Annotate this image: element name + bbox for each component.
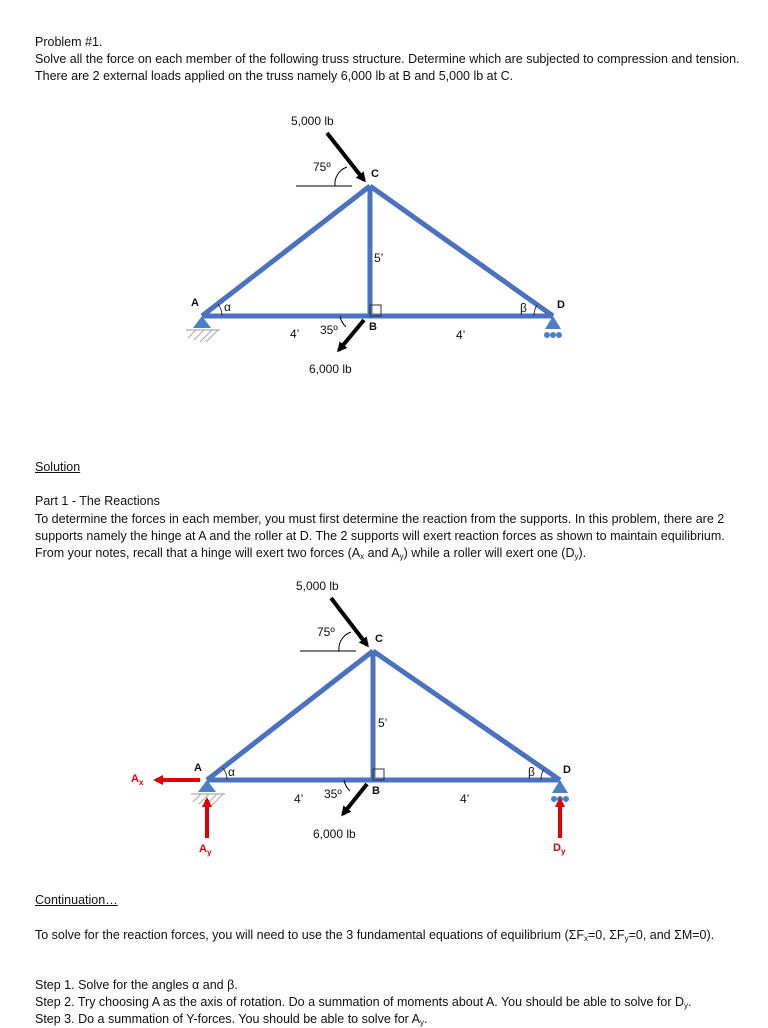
load-b-label-2: 6,000 lb: [313, 827, 356, 841]
alpha-label-2: α: [228, 765, 235, 779]
node-d-label: D: [557, 299, 565, 311]
part1-heading: Part 1 - The Reactions: [35, 494, 160, 508]
node-b-label-2: B: [372, 785, 380, 797]
node-d-label-2: D: [563, 764, 571, 776]
angle-b-label-2: 35º: [324, 787, 342, 801]
load-arrow-b-2: [343, 780, 367, 814]
node-a-label-2: A: [194, 762, 202, 774]
dim-bc-label-2: 5’: [378, 716, 388, 730]
node-b-label: B: [369, 321, 377, 333]
dim-bd-label: 4’: [456, 328, 466, 342]
ay-label: $A_y$: [199, 843, 212, 857]
load-c-label-2: 5,000 lb: [296, 579, 339, 593]
node-a-label: A: [191, 297, 199, 309]
dim-bd-label-2: 4’: [460, 792, 470, 806]
dy-label: $D_y$: [553, 842, 566, 856]
continuation-heading: Continuation…: [35, 893, 118, 907]
roller-support-d-2: [551, 780, 569, 802]
part1-text: To determine the forces in each member, you must first determine the reaction from the supports. In this problem, there are 2 supports namely the hinge at A and the roller at D. The 2 supports will exert reaction forces as shown to maintain equilibrium. From your notes, recall that a hinge will exert two forces ($A_x$ and $A_y$) while a roller will exert one $(D_y)$.: [35, 512, 725, 561]
solution-heading: Solution: [35, 460, 81, 474]
node-c-label-2: C: [375, 633, 383, 645]
beta-label-2: β: [528, 765, 535, 779]
ax-label: $A_x$: [131, 773, 144, 787]
step-3: Step 3. Do a summation of Y-forces. You should be able to solve for $A_y$.: [35, 1012, 428, 1027]
load-b-label: 6,000 lb: [309, 362, 352, 376]
angle-b-label: 35º: [320, 323, 338, 337]
angle-c-label: 75º: [313, 160, 331, 174]
node-c-label: C: [371, 168, 379, 180]
dim-ab-label: 4’: [290, 327, 300, 341]
dim-ab-label-2: 4’: [294, 792, 304, 806]
step-1: Step 1. Solve for the angles α and β.: [35, 978, 238, 992]
step-2: Step 2. Try choosing A as the axis of rotation. Do a summation of moments about A. You should be able to solve for $D_y$.: [35, 995, 692, 1010]
problem-text: Solve all the force on each member of the following truss structure. Determine which are subjected to compression and tension. There are 2 external loads applied on the truss namely 6,000 lb at B and 5,000 lb at C.: [35, 52, 740, 83]
problem-heading: Problem #1.: [35, 35, 103, 49]
angle-c-label-2: 75º: [317, 625, 335, 639]
continuation-text: To solve for the reaction forces, you will need to use the 3 fundamental equations of equilibrium ($\Sigma F_x=0$, $\Sigma F_y=0$, and ΣM=0).: [35, 928, 715, 943]
dim-bc-label: 5’: [374, 251, 384, 265]
load-c-label: 5,000 lb: [291, 114, 334, 128]
alpha-label: α: [224, 300, 231, 314]
beta-label: β: [520, 301, 527, 315]
